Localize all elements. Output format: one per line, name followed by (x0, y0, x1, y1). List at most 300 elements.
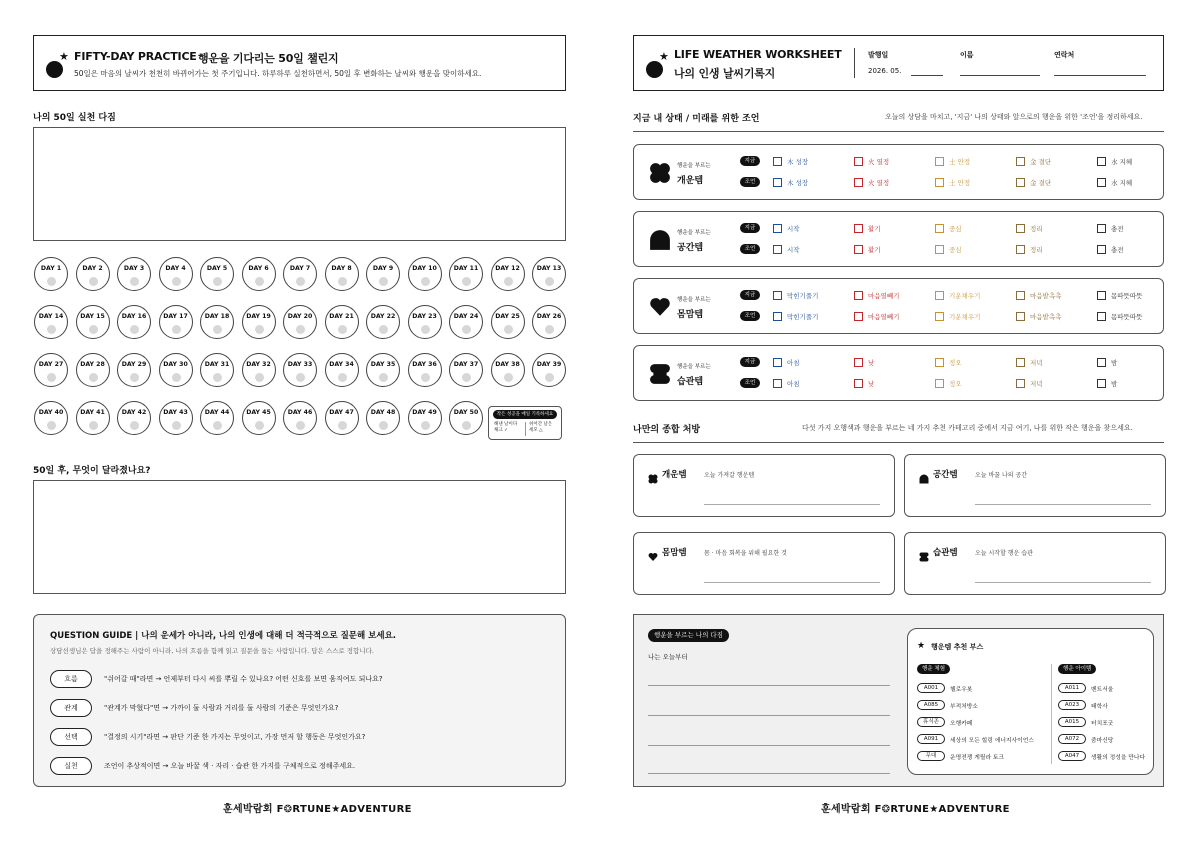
day-circle[interactable] (366, 353, 400, 387)
pledge-line-2[interactable] (648, 715, 890, 716)
booth-name: 생활의 정성을 만나다 (1091, 755, 1146, 761)
issue-value: 2026. 05. (868, 67, 902, 75)
day-check-dot[interactable] (379, 277, 388, 286)
day-circle[interactable] (34, 353, 68, 387)
option-label: 시작 (787, 225, 800, 233)
day-circle[interactable] (366, 257, 400, 291)
prescription-rule (633, 442, 1164, 443)
day-circle[interactable] (325, 305, 359, 339)
option-label: 밤 (1111, 359, 1118, 367)
day-circle[interactable] (408, 353, 442, 387)
option-label: 정오 (949, 380, 962, 388)
option-checkbox[interactable] (773, 224, 782, 233)
prescription-box-hint: 오늘 가져갈 행운템 (704, 472, 755, 479)
pledge-panel (633, 614, 1164, 787)
option-label: 막힌기풀기 (787, 313, 819, 321)
header-divider (854, 48, 855, 78)
legend-check (494, 422, 517, 434)
prescription-box-line[interactable] (975, 504, 1151, 505)
day-check-dot[interactable] (130, 277, 139, 286)
right-footer-logo: 훈세박람회 F❂RTUNE★ADVENTURE (821, 804, 1010, 815)
category-small-label: 행운을 부르는 (677, 364, 711, 370)
booth-code: A001 (917, 683, 945, 693)
option-checkbox[interactable] (1016, 312, 1025, 321)
day-check-dot[interactable] (47, 373, 56, 382)
day-label: DAY 48 (370, 409, 396, 416)
booth-star-icon: ★ (917, 641, 926, 651)
option-label: 金 결단 (1030, 179, 1052, 187)
legend-triangle-line2: 세모 △ (529, 428, 543, 433)
day-circle[interactable] (242, 305, 276, 339)
category-card (633, 211, 1164, 267)
day-check-dot[interactable] (213, 421, 222, 430)
day-label: DAY 33 (287, 361, 313, 368)
clover-icon (648, 469, 658, 488)
day-check-dot[interactable] (47, 325, 56, 334)
option-checkbox[interactable] (1016, 178, 1025, 187)
day-check-dot[interactable] (296, 421, 305, 430)
option-label: 저녁 (1030, 359, 1043, 367)
day-circle[interactable] (283, 257, 317, 291)
day-label: DAY 11 (453, 265, 479, 272)
day-check-dot[interactable] (89, 421, 98, 430)
tag-now: 지금 (740, 357, 760, 367)
day-circle[interactable] (449, 257, 483, 291)
day-circle[interactable] (159, 305, 193, 339)
day-circle[interactable] (200, 353, 234, 387)
issue-label: 발행일 (868, 51, 889, 59)
booth-divider (1051, 664, 1052, 764)
day-circle[interactable] (408, 257, 442, 291)
day-circle[interactable] (76, 401, 110, 435)
day-circle[interactable] (117, 353, 151, 387)
option-label: 충전 (1111, 246, 1124, 254)
pledge-line-3[interactable] (648, 745, 890, 746)
day-check-dot[interactable] (213, 373, 222, 382)
day-label: DAY 49 (412, 409, 437, 416)
option-label: 낮 (868, 359, 875, 367)
day-circle[interactable] (408, 305, 442, 339)
day-circle[interactable] (242, 401, 276, 435)
day-circle[interactable] (283, 305, 317, 339)
day-circle[interactable] (491, 305, 525, 339)
option-checkbox[interactable] (935, 379, 944, 388)
booth-card (907, 628, 1154, 775)
day-check-dot[interactable] (130, 373, 139, 382)
option-checkbox[interactable] (1097, 157, 1106, 166)
right-title-ko: 나의 인생 날씨기록지 (674, 67, 776, 80)
day-check-dot[interactable] (421, 373, 430, 382)
left-title-ko: 행운을 기다리는 50일 챌린지 (198, 52, 339, 65)
day-circle[interactable] (76, 305, 110, 339)
category-card (633, 278, 1164, 334)
issue-underline (911, 75, 943, 76)
guide-question: "쉬어갈 때"라면 → 언제부터 다시 씨를 뿌릴 수 있나요? 어떤 신호를 보면 움직여도 되나요? (104, 675, 383, 683)
booth-code: A011 (1058, 683, 1086, 693)
booth-code: A072 (1058, 734, 1086, 744)
heart-icon (648, 547, 658, 566)
day-label: DAY 1 (40, 265, 62, 272)
day-check-dot[interactable] (379, 373, 388, 382)
guide-pill: 관계 (50, 699, 92, 717)
day-label: DAY 40 (38, 409, 64, 416)
option-label: 정오 (949, 359, 962, 367)
booth-name: 태학사 (1091, 704, 1108, 710)
option-checkbox[interactable] (773, 178, 782, 187)
option-checkbox[interactable] (1097, 291, 1106, 300)
day-check-dot[interactable] (255, 277, 264, 286)
category-name: 공간템 (677, 243, 704, 253)
day-circle[interactable] (283, 353, 317, 387)
day-check-dot[interactable] (89, 325, 98, 334)
option-label: 정리 (1030, 225, 1043, 233)
booth-name: 줌마신당 (1091, 738, 1114, 744)
day-circle[interactable] (491, 353, 525, 387)
pledge-lead: 나는 오늘부터 (648, 653, 688, 661)
tag-now: 지금 (740, 156, 760, 166)
day-check-dot[interactable] (130, 421, 139, 430)
category-small-label: 행운을 부르는 (677, 230, 711, 236)
day-circle[interactable] (117, 305, 151, 339)
day-check-dot[interactable] (338, 421, 347, 430)
day-check-dot[interactable] (545, 325, 554, 334)
booth-code: A085 (917, 700, 945, 710)
tag-advice: 조언 (740, 378, 760, 388)
left-subtitle: 50일은 마음의 날씨가 천천히 바뀌어가는 첫 주기입니다. 하루하루 실천하면서, 50일 후 변화하는 날씨와 행운을 맞이하세요. (74, 69, 482, 78)
day-label: DAY 32 (246, 361, 271, 368)
booth-name: 벤트서울 (1091, 687, 1114, 693)
after-writing-area[interactable] (33, 480, 566, 594)
day-circle[interactable] (366, 401, 400, 435)
day-check-dot[interactable] (379, 325, 388, 334)
day-label: DAY 2 (82, 265, 103, 272)
option-checkbox[interactable] (1097, 358, 1106, 367)
option-checkbox[interactable] (1016, 291, 1025, 300)
day-label: DAY 4 (165, 265, 186, 272)
day-check-dot[interactable] (545, 373, 554, 382)
category-card (633, 345, 1164, 401)
prescription-box[interactable] (904, 532, 1166, 595)
booth-name: 운명전쟁 게릴라 토크 (950, 755, 1005, 761)
left-title-en: FIFTY-DAY PRACTICE (74, 50, 197, 63)
day-label: DAY 31 (204, 361, 230, 368)
guide-question: "관계가 막혔다"면 → 가까이 둘 사람과 거리를 둘 사람의 기준은 무엇인가요? (104, 704, 339, 712)
day-legend (488, 406, 562, 440)
option-checkbox[interactable] (773, 312, 782, 321)
option-label: 기운채우기 (949, 292, 981, 300)
legend-triangle-line1: 쉬어간 날은 (529, 422, 553, 427)
day-circle[interactable] (242, 257, 276, 291)
option-checkbox[interactable] (1016, 224, 1025, 233)
option-label: 몸따뜻따뜻 (1111, 313, 1143, 321)
option-checkbox[interactable] (935, 224, 944, 233)
day-check-dot[interactable] (462, 373, 471, 382)
day-label: DAY 28 (80, 361, 105, 368)
booth-col1-tag: 행운 체험 (917, 664, 950, 674)
day-circle[interactable] (532, 305, 566, 339)
pledge-writing-area[interactable] (33, 127, 566, 241)
day-check-dot[interactable] (172, 277, 181, 286)
prescription-box-hint: 몸 · 마음 회복을 위해 필요한 것 (704, 550, 787, 557)
option-label: 정리 (1030, 246, 1043, 254)
booth-name: 부적처방소 (950, 704, 978, 710)
left-header (33, 35, 566, 91)
contact-label: 연락처 (1054, 51, 1075, 59)
day-label: DAY 41 (80, 409, 105, 416)
name-field[interactable] (960, 75, 1040, 76)
option-checkbox[interactable] (854, 291, 863, 300)
pledge-section-title: 나의 50일 실천 다짐 (33, 113, 116, 123)
day-check-dot[interactable] (47, 277, 56, 286)
option-checkbox[interactable] (1016, 245, 1025, 254)
prescription-box-line[interactable] (704, 582, 880, 583)
category-small-label: 행운을 부르는 (677, 297, 711, 303)
option-label: 아침 (787, 380, 800, 388)
day-circle[interactable] (242, 353, 276, 387)
day-circle[interactable] (283, 401, 317, 435)
day-circle[interactable] (34, 401, 68, 435)
option-label: 낮 (868, 380, 875, 388)
loop-icon (919, 547, 929, 566)
day-circle[interactable] (449, 353, 483, 387)
option-checkbox[interactable] (854, 379, 863, 388)
day-circle[interactable] (200, 257, 234, 291)
option-label: 마음열빼기 (868, 292, 900, 300)
day-label: DAY 42 (121, 409, 147, 416)
status-desc: 오늘의 상담을 마치고, '지금' 나의 상태와 앞으로의 행운을 위한 '조언'을 정리하세요. (885, 113, 1143, 121)
status-rule (633, 131, 1164, 132)
day-circle[interactable] (200, 305, 234, 339)
day-label: DAY 6 (248, 265, 269, 272)
day-label: DAY 16 (121, 313, 147, 320)
booth-code: 휴식존 (917, 717, 945, 727)
option-checkbox[interactable] (1016, 379, 1025, 388)
day-check-dot[interactable] (296, 373, 305, 382)
loop-icon (649, 363, 671, 389)
day-label: DAY 17 (163, 313, 188, 320)
day-check-dot[interactable] (421, 277, 430, 286)
day-circle[interactable] (366, 305, 400, 339)
day-circle[interactable] (325, 353, 359, 387)
day-check-dot[interactable] (172, 373, 181, 382)
prescription-box[interactable] (904, 454, 1166, 517)
day-label: DAY 19 (246, 313, 271, 320)
day-check-dot[interactable] (421, 421, 430, 430)
option-checkbox[interactable] (854, 312, 863, 321)
day-check-dot[interactable] (462, 421, 471, 430)
day-circle[interactable] (117, 401, 151, 435)
option-label: 마음열빼기 (868, 313, 900, 321)
status-title: 지금 내 상태 / 미래를 위한 조언 (633, 114, 760, 124)
option-checkbox[interactable] (854, 245, 863, 254)
blob-icon (646, 61, 663, 78)
day-circle[interactable] (325, 257, 359, 291)
option-checkbox[interactable] (773, 379, 782, 388)
booth-code: A091 (917, 734, 945, 744)
category-card (633, 144, 1164, 200)
prescription-box-line[interactable] (975, 582, 1151, 583)
day-circle[interactable] (325, 401, 359, 435)
day-label: DAY 47 (329, 409, 354, 416)
option-checkbox[interactable] (773, 157, 782, 166)
option-label: 중심 (949, 225, 962, 233)
day-circle[interactable] (159, 353, 193, 387)
option-label: 밤 (1111, 380, 1118, 388)
option-checkbox[interactable] (1016, 358, 1025, 367)
option-checkbox[interactable] (854, 358, 863, 367)
day-check-dot[interactable] (504, 325, 513, 334)
day-circle[interactable] (532, 257, 566, 291)
day-label: DAY 29 (121, 361, 147, 368)
day-circle[interactable] (449, 305, 483, 339)
day-check-dot[interactable] (296, 277, 305, 286)
day-check-dot[interactable] (421, 325, 430, 334)
option-label: 水 지혜 (1111, 179, 1133, 187)
legend-triangle (529, 422, 552, 434)
option-label: 활기 (868, 246, 881, 254)
guide-question: 조언이 추상적이면 → 오늘 바꿀 색 · 자리 · 습관 한 가지를 구체적으로 정해주세요. (104, 762, 356, 770)
booth-title: 행운템 추천 부스 (931, 643, 984, 651)
day-check-dot[interactable] (545, 277, 554, 286)
day-check-dot[interactable] (296, 325, 305, 334)
option-checkbox[interactable] (773, 358, 782, 367)
day-circle[interactable] (159, 257, 193, 291)
prescription-box-title: 습관템 (933, 548, 958, 558)
legend-check-line2: 체크 ✓ (494, 428, 508, 433)
day-check-dot[interactable] (462, 277, 471, 286)
day-check-dot[interactable] (255, 325, 264, 334)
day-check-dot[interactable] (379, 421, 388, 430)
day-check-dot[interactable] (255, 421, 264, 430)
day-label: DAY 20 (287, 313, 313, 320)
pledge-line-1[interactable] (648, 685, 890, 686)
tag-advice: 조언 (740, 177, 760, 187)
day-check-dot[interactable] (47, 421, 56, 430)
star-icon: ★ (659, 50, 669, 63)
tag-advice: 조언 (740, 244, 760, 254)
day-label: DAY 21 (329, 313, 354, 320)
day-circle[interactable] (34, 257, 68, 291)
day-label: DAY 24 (453, 313, 479, 320)
day-circle[interactable] (76, 257, 110, 291)
booth-name: 오행카페 (950, 721, 973, 727)
day-check-dot[interactable] (172, 421, 181, 430)
day-check-dot[interactable] (213, 277, 222, 286)
name-label: 이름 (960, 51, 974, 59)
day-label: DAY 9 (372, 265, 394, 272)
option-checkbox[interactable] (935, 178, 944, 187)
option-checkbox[interactable] (854, 224, 863, 233)
day-check-dot[interactable] (130, 325, 139, 334)
day-check-dot[interactable] (462, 325, 471, 334)
tag-now: 지금 (740, 223, 760, 233)
day-circle[interactable] (34, 305, 68, 339)
option-checkbox[interactable] (1097, 178, 1106, 187)
day-label: DAY 30 (163, 361, 188, 368)
option-label: 木 성장 (787, 179, 809, 187)
day-circle[interactable] (200, 401, 234, 435)
guide-subtitle: 상담선생님은 답을 정해주는 사람이 아니라, 나의 흐름을 함께 읽고 질문을 돕는 사람입니다. 답은 스스로 정합니다. (50, 647, 374, 655)
clover-icon (649, 162, 671, 188)
option-label: 火 열정 (868, 158, 890, 166)
day-check-dot[interactable] (338, 277, 347, 286)
option-checkbox[interactable] (1097, 245, 1106, 254)
day-check-dot[interactable] (338, 373, 347, 382)
prescription-box-line[interactable] (704, 504, 880, 505)
option-checkbox[interactable] (935, 312, 944, 321)
prescription-box[interactable] (633, 532, 895, 595)
day-check-dot[interactable] (213, 325, 222, 334)
day-check-dot[interactable] (338, 325, 347, 334)
day-check-dot[interactable] (172, 325, 181, 334)
day-label: DAY 27 (38, 361, 64, 368)
option-checkbox[interactable] (935, 291, 944, 300)
day-circle[interactable] (408, 401, 442, 435)
guide-pill: 실천 (50, 757, 92, 775)
day-label: DAY 23 (412, 313, 437, 320)
option-checkbox[interactable] (854, 178, 863, 187)
option-checkbox[interactable] (854, 157, 863, 166)
guide-question: "결정의 시기"라면 → 판단 기준 한 가지는 무엇이고, 가장 먼저 할 행동은 무엇인가요? (104, 733, 366, 741)
option-label: 저녁 (1030, 380, 1043, 388)
prescription-title: 나만의 종합 처방 (633, 425, 701, 435)
day-circle[interactable] (491, 257, 525, 291)
day-label: DAY 35 (370, 361, 396, 368)
day-circle[interactable] (449, 401, 483, 435)
option-checkbox[interactable] (1016, 157, 1025, 166)
pledge-line-4[interactable] (648, 773, 890, 774)
day-label: DAY 43 (163, 409, 188, 416)
contact-field[interactable] (1054, 75, 1146, 76)
after-section-title: 50일 후, 무엇이 달라졌나요? (33, 466, 151, 476)
prescription-box[interactable] (633, 454, 895, 517)
category-name: 개운템 (677, 176, 704, 186)
option-label: 중심 (949, 246, 962, 254)
option-checkbox[interactable] (773, 245, 782, 254)
day-check-dot[interactable] (504, 277, 513, 286)
option-label: 막힌기풀기 (787, 292, 819, 300)
option-checkbox[interactable] (1097, 379, 1106, 388)
option-checkbox[interactable] (935, 245, 944, 254)
option-checkbox[interactable] (1097, 224, 1106, 233)
prescription-desc: 다섯 가지 오행색과 행운을 부르는 네 가지 추천 카테고리 중에서 지금 여기, 나를 위한 작은 행운을 찾으세요. (802, 424, 1133, 432)
day-label: DAY 12 (495, 265, 520, 272)
day-label: DAY 50 (453, 409, 479, 416)
day-label: DAY 3 (123, 265, 145, 272)
day-circle[interactable] (532, 353, 566, 387)
day-check-dot[interactable] (89, 373, 98, 382)
option-checkbox[interactable] (773, 291, 782, 300)
day-check-dot[interactable] (89, 277, 98, 286)
option-checkbox[interactable] (935, 358, 944, 367)
day-label: DAY 10 (412, 265, 437, 272)
day-label: DAY 7 (289, 265, 311, 272)
arch-icon (919, 469, 929, 488)
legend-check-line1: 해낸 날이다 (494, 422, 518, 427)
prescription-box-title: 몸맘템 (662, 548, 687, 558)
option-checkbox[interactable] (1097, 312, 1106, 321)
day-check-dot[interactable] (255, 373, 264, 382)
day-circle[interactable] (159, 401, 193, 435)
day-label: DAY 38 (495, 361, 520, 368)
day-label: DAY 39 (536, 361, 562, 368)
legend-divider (525, 422, 526, 436)
day-circle[interactable] (117, 257, 151, 291)
day-circle[interactable] (76, 353, 110, 387)
option-label: 火 열정 (868, 179, 890, 187)
day-check-dot[interactable] (504, 373, 513, 382)
option-checkbox[interactable] (935, 157, 944, 166)
